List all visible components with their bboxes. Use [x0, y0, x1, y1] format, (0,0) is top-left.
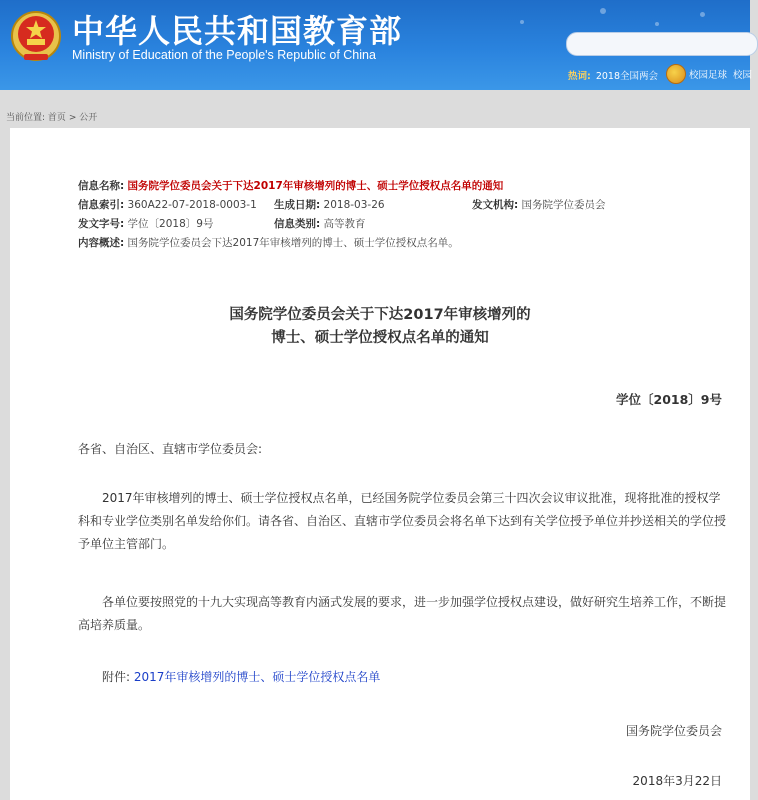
meta-date-value: 2018-03-26 [323, 199, 385, 211]
campus-football-label: 校园足球 [689, 70, 728, 81]
attachment-label: 附件: [102, 670, 131, 684]
meta-name-label: 信息名称: [78, 180, 125, 192]
meta-org-row [472, 197, 606, 212]
document-title-line2: 博士、硕士学位授权点名单的通知 [271, 330, 489, 346]
paragraph-2: 各单位要按照党的十九大实现高等教育内涵式发展的要求，进一步加强学位授权点建设，做好研究生培养工作，不断提高培养质量。 [78, 595, 727, 632]
campus-football-link[interactable] [666, 64, 752, 84]
breadcrumb-current[interactable]: 公开 [79, 113, 98, 123]
header-sparkle [520, 20, 524, 24]
meta-index-label: 信息索引: [78, 199, 125, 211]
meta-category-row [274, 216, 366, 231]
document-date: 2018年3月22日 [632, 774, 722, 788]
meta-org-value: 国务院学位委员会 [521, 199, 606, 211]
paragraph-1: 2017年审核增列的博士、硕士学位授权点名单，已经国务院学位委员会第三十四次会议审议批准，现将批准的授权学科和专业学位类别名单发给你们。请各省、自治区、直辖市学位委员会将名单下达到有关学位授予单位并抄送相关的学位授予单位主管部门。 [78, 491, 727, 551]
meta-summary-value: 国务院学位委员会下达2017年审核增列的博士、硕士学位授权点名单。 [127, 237, 459, 249]
hot-word-link[interactable]: 2018全国两会 [595, 71, 659, 82]
meta-category-value: 高等教育 [323, 218, 366, 230]
breadcrumb-separator: > [68, 113, 77, 123]
national-emblem-icon [10, 8, 62, 64]
header-sparkle [600, 8, 606, 14]
breadcrumb-prefix: 当前位置: [6, 113, 46, 123]
campus-extra-link[interactable]: 校园 [733, 70, 753, 81]
site-title-english: Ministry of Education of the People's Republic of China [72, 48, 376, 62]
meta-docno-row [78, 216, 213, 231]
meta-docno-label: 发文字号: [78, 218, 125, 230]
meta-summary-label: 内容概述: [78, 237, 125, 249]
hot-words-label: 热词: [568, 71, 591, 82]
hot-words [568, 68, 658, 82]
header-sparkle [655, 22, 659, 26]
site-header [0, 0, 753, 90]
attachment-link[interactable]: 2017年审核增列的博士、硕士学位授权点名单 [133, 670, 381, 684]
document-number: 学位〔2018〕9号 [616, 392, 722, 407]
meta-date-row [274, 197, 385, 212]
meta-name-row [78, 178, 503, 193]
signer: 国务院学位委员会 [625, 724, 722, 738]
meta-index-value: 360A22-07-2018-0003-1 [127, 199, 257, 211]
search-input[interactable] [566, 32, 758, 56]
football-icon [666, 64, 686, 84]
meta-org-label: 发文机构: [472, 199, 519, 211]
content-panel [10, 128, 750, 800]
attachment-row [102, 666, 380, 689]
salutation: 各省、自治区、直辖市学位委员会: [78, 442, 263, 456]
document-title-line1: 国务院学位委员会关于下达2017年审核增列的 [229, 307, 531, 323]
breadcrumb [6, 110, 97, 123]
meta-docno-value: 学位〔2018〕9号 [127, 218, 214, 230]
meta-name-value: 国务院学位委员会关于下达2017年审核增列的博士、硕士学位授权点名单的通知 [127, 180, 504, 192]
breadcrumb-home[interactable]: 首页 [47, 113, 66, 123]
meta-summary-row [78, 235, 459, 250]
header-sparkle [700, 12, 705, 17]
meta-category-label: 信息类别: [274, 218, 321, 230]
meta-index-row [78, 197, 257, 212]
meta-date-label: 生成日期: [274, 199, 321, 211]
site-title[interactable]: 中华人民共和国教育部 [72, 12, 403, 50]
